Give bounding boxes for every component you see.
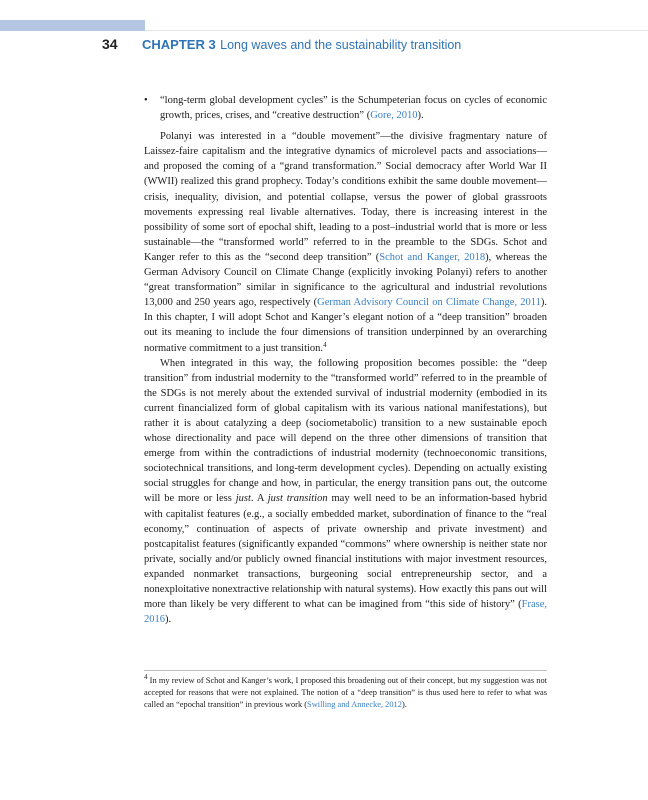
page-number: 34 (102, 36, 118, 52)
footnote (144, 675, 547, 712)
chapter-label: CHAPTER 3 (142, 37, 216, 52)
paragraph-text: Polanyi was interested in a “double movement”—the divisive fragmentary nature of Laissez-faire capitalism and the integrative dynamics of microlevel pacts and associations—and proposed the coming of a “grand transformation.” Social democracy after World War II (WWII) realized this grand prophecy. Today’s conditions exhibit the same double movement—crisis, inequality, division, and potential collapse, versus the power of global grassroots movements expressing real livable alternatives. Today, there is increasing interest in the possibility of some sort of epochal shift, leading to a post–industrial world that is more or less sustainable—the “transformed world” referred to in the preamble to the SDGs. Schot and Kanger refer to this as the “second deep transition” ( (144, 131, 547, 263)
footnote-number: 4 (144, 673, 148, 681)
top-accent-bar (0, 20, 145, 31)
running-header (102, 36, 461, 54)
header-rule (145, 30, 648, 31)
paragraph (144, 356, 547, 628)
bullet-item (144, 93, 547, 123)
paragraph-text: . A (250, 493, 268, 505)
footnote-text-end: ). (401, 700, 407, 710)
emphasis: just (235, 493, 251, 505)
emphasis: just transition (267, 493, 328, 505)
citation-link[interactable]: Gore, 2010 (370, 110, 418, 122)
bullet-text-end: ). (417, 110, 424, 122)
footnote-marker[interactable]: 4 (323, 340, 327, 349)
citation-link[interactable]: Frase, 2016 (144, 599, 547, 626)
citation-link[interactable]: German Advisory Council on Climate Change, 2011 (317, 297, 541, 309)
citation-link[interactable]: Swilling and Annecke, 2012 (307, 700, 402, 710)
bullet-icon: • (144, 95, 148, 106)
footnote-text: In my review of Schot and Kanger’s work, I proposed this broadening out of their concept, but my suggestion was not accepted for reasons that were not explained. The notion of a “deep transition” is thus used here to refer to what was called an “epochal transition” in previous work ( (144, 676, 547, 710)
bullet-text: “long-term global development cycles” is the Schumpeterian focus on cycles of economic growth, prices, crises, and “creative destruction” ( (160, 95, 547, 122)
chapter-title: Long waves and the sustainability transition (220, 38, 462, 52)
paragraph-text: ). (165, 614, 172, 626)
paragraph-text: ), whereas the German Advisory Council on Climate Change (explicitly invoking Polanyi) refers to another “great transformation” similar in significance to the agricultural and industrial revolutions 13,000 and 250 years ago, respectively ( (144, 251, 547, 309)
paragraph (144, 129, 547, 355)
paragraph-text: may well need to be an information-based hybrid with capitalist features (e.g., a socially embedded market, subordination of finance to the “real economy,” continuation of aspects of private ownership and private investment) and postcapitalist features (significantly expanded “commons” where ownership is neither state nor private, socially and/or publicly owned financial institutions with major investment resources, expanded nonmarket transactions, burgeoning social entrepreneurship sector, and a nonexploitative nonextractive relationship with natural systems). How exactly this pans out will more than likely be very different to what can be imagined from “this side of history” ( (144, 493, 547, 611)
footnote-rule (144, 670, 547, 671)
paragraph-text: When integrated in this way, the following proposition becomes possible: the “deep transition” from industrial modernity to the “transformed world” referred to in the preamble of the SDGs is not merely about the extended survival of industrial modernity (embodied in its current financialized form of global capitalism with its various national manifestations), but rather it is about catalyzing a deep (sociometabolic) transition to a new sustainable epoch whose directionality and pace will depend on the three other dimensions of transition that emerge from within the contradictions of industrial modernity (technoeconomic transitions, sociotechnical transitions, and long-term development cycles). Depending on actually existing social struggles for change and how, in particular, the energy transition pans out, the outcome will be more or less (144, 357, 547, 505)
paragraph-text: ). In this chapter, I will adopt Schot and Kanger’s elegant notion of a “deep transition” broaden out its meaning to include the four dimensions of transition underpinned by an overarching normative commitment to a just transition. (144, 297, 548, 354)
citation-link[interactable]: Schot and Kanger, 2018 (379, 251, 486, 263)
body-text (144, 93, 547, 627)
